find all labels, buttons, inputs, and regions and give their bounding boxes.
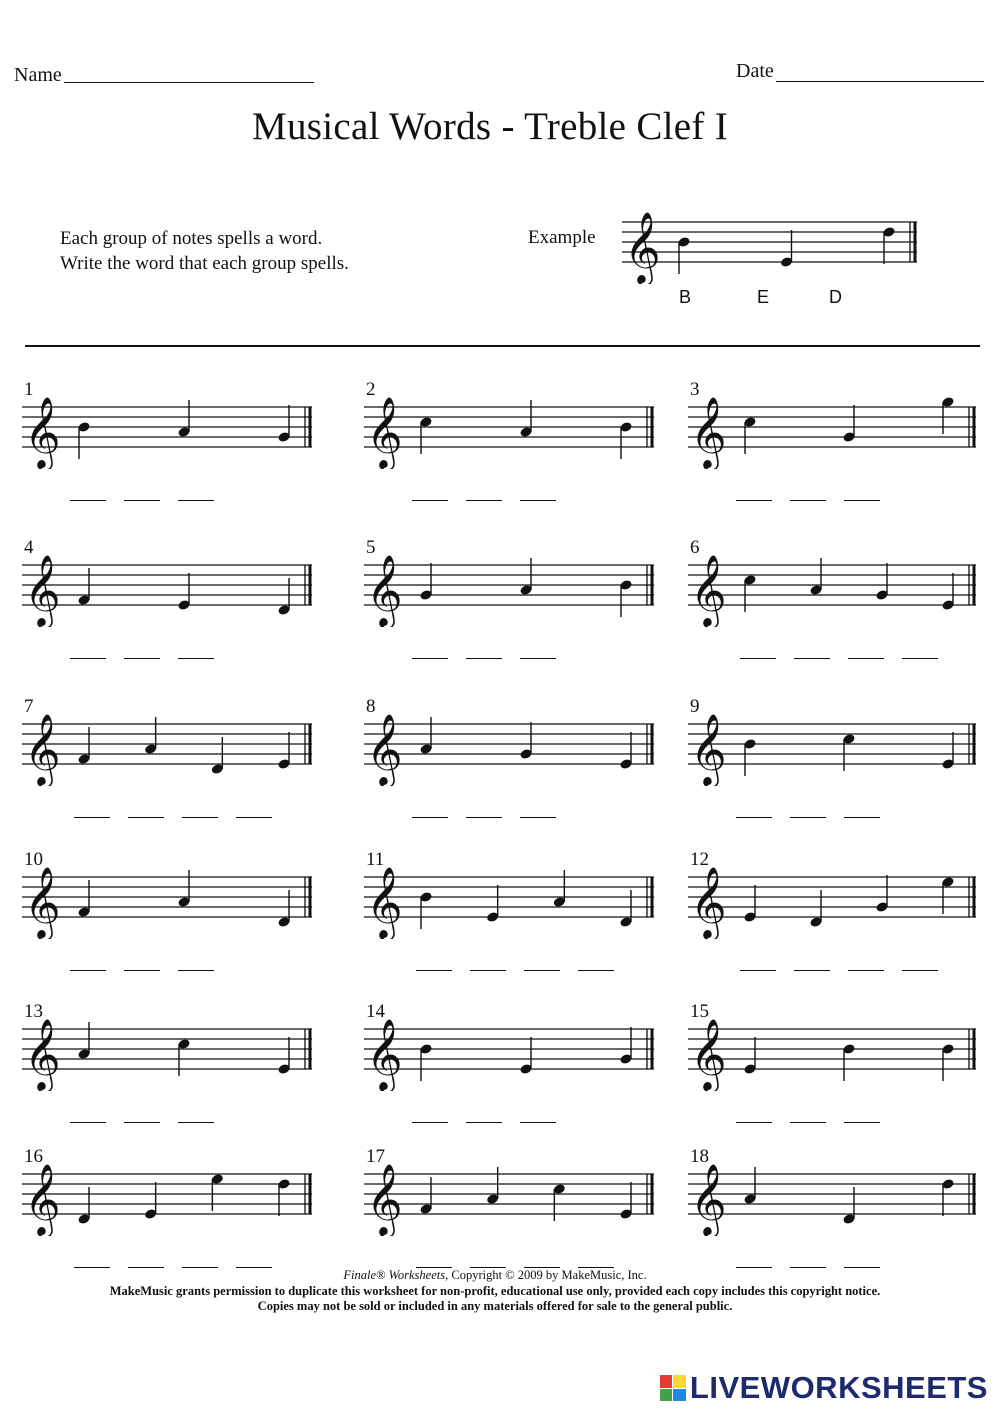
answer-blanks[interactable] bbox=[740, 658, 938, 659]
note-3 bbox=[553, 870, 567, 908]
answer-blank-2[interactable] bbox=[466, 1122, 502, 1123]
answer-blanks[interactable] bbox=[70, 1122, 214, 1123]
exercise-number: 16 bbox=[24, 1146, 43, 1167]
note-2 bbox=[809, 890, 823, 928]
treble-clef-icon: 𝄞 bbox=[690, 1162, 727, 1235]
note-3 bbox=[553, 1183, 567, 1221]
footer-product: Finale® Worksheets, bbox=[343, 1268, 449, 1282]
note-2 bbox=[177, 573, 191, 611]
exercise-number: 13 bbox=[24, 1001, 43, 1022]
answer-blank-4[interactable] bbox=[902, 970, 938, 971]
treble-clef-icon: 𝄞 bbox=[690, 395, 727, 468]
page-title: Musical Words - Treble Clef I bbox=[251, 105, 729, 148]
treble-clef-icon: 𝄞 bbox=[690, 712, 727, 785]
note-1 bbox=[743, 1037, 757, 1075]
answer-blank-4[interactable] bbox=[236, 817, 272, 818]
note-4 bbox=[619, 890, 633, 928]
note-1 bbox=[419, 891, 433, 929]
exercise-number: 15 bbox=[690, 1001, 709, 1022]
date-label: Date bbox=[736, 60, 774, 82]
answer-blank-2[interactable] bbox=[790, 1122, 826, 1123]
note-2 bbox=[177, 400, 191, 438]
exercise-staff bbox=[22, 859, 312, 939]
answer-blank-3[interactable] bbox=[182, 817, 218, 818]
name-field[interactable] bbox=[64, 82, 314, 83]
answer-blanks[interactable] bbox=[74, 817, 272, 818]
exercise-staff bbox=[22, 547, 312, 627]
answer-blank-3[interactable] bbox=[520, 500, 556, 501]
note-4 bbox=[619, 1182, 633, 1220]
exercise-number: 5 bbox=[366, 537, 376, 558]
exercise-staff bbox=[364, 1156, 654, 1236]
exercise-number: 4 bbox=[24, 537, 34, 558]
answer-blank-3[interactable] bbox=[178, 970, 214, 971]
exercise-staff bbox=[688, 706, 976, 786]
exercise-number: 1 bbox=[24, 379, 34, 400]
note-2 bbox=[519, 558, 533, 596]
note-4 bbox=[941, 876, 955, 914]
treble-clef-icon: 𝄞 bbox=[690, 865, 727, 938]
answer-blank-1[interactable] bbox=[740, 970, 776, 971]
exercise-staff bbox=[364, 1011, 654, 1091]
answer-blanks[interactable] bbox=[70, 658, 214, 659]
exercise-number: 12 bbox=[690, 849, 709, 870]
answer-blank-1[interactable] bbox=[736, 817, 772, 818]
answer-blank-3[interactable] bbox=[178, 658, 214, 659]
note-3 bbox=[619, 579, 633, 617]
exercise-number: 2 bbox=[366, 379, 376, 400]
exercise-number: 17 bbox=[366, 1146, 385, 1167]
exercise-staff bbox=[688, 1156, 976, 1236]
answer-blank-1[interactable] bbox=[70, 658, 106, 659]
answer-blanks[interactable] bbox=[412, 500, 556, 501]
treble-clef-icon: 𝄞 bbox=[366, 395, 403, 468]
answer-blank-1[interactable] bbox=[740, 658, 776, 659]
note-2 bbox=[519, 400, 533, 438]
note-3 bbox=[211, 737, 225, 775]
answer-blank-3[interactable] bbox=[848, 970, 884, 971]
answer-blank-1[interactable] bbox=[74, 817, 110, 818]
treble-clef-icon: 𝄞 bbox=[690, 1017, 727, 1090]
exercise-staff bbox=[22, 1011, 312, 1091]
treble-clef-icon: 𝄞 bbox=[624, 210, 661, 283]
note-1 bbox=[419, 1043, 433, 1081]
note-2 bbox=[519, 722, 533, 760]
footer-copyright: Copyright © 2009 by MakeMusic, Inc. bbox=[448, 1268, 647, 1282]
note-1 bbox=[743, 885, 757, 923]
exercise-staff bbox=[688, 1011, 976, 1091]
answer-blank-3[interactable] bbox=[178, 500, 214, 501]
treble-clef-icon: 𝄞 bbox=[690, 553, 727, 626]
exercise-number: 9 bbox=[690, 696, 700, 717]
answer-blank-4[interactable] bbox=[578, 970, 614, 971]
answer-blank-2[interactable] bbox=[794, 970, 830, 971]
answer-blank-2[interactable] bbox=[790, 500, 826, 501]
note-1 bbox=[677, 236, 691, 274]
name-label: Name bbox=[14, 64, 62, 86]
example-letter-2: E bbox=[757, 287, 770, 307]
note-2 bbox=[144, 1182, 158, 1220]
answer-blank-1[interactable] bbox=[412, 1122, 448, 1123]
example-staff bbox=[622, 204, 922, 284]
note-1 bbox=[419, 563, 433, 601]
answer-blanks[interactable] bbox=[416, 970, 614, 971]
note-2 bbox=[842, 733, 856, 771]
answer-blank-1[interactable] bbox=[70, 500, 106, 501]
exercise-staff bbox=[688, 389, 976, 469]
section-divider bbox=[25, 345, 980, 347]
treble-clef-icon: 𝄞 bbox=[24, 865, 61, 938]
note-1 bbox=[419, 717, 433, 755]
exercise-staff bbox=[364, 859, 654, 939]
exercise-number: 10 bbox=[24, 849, 43, 870]
note-3 bbox=[941, 732, 955, 770]
note-3 bbox=[277, 890, 291, 928]
exercise-number: 14 bbox=[366, 1001, 385, 1022]
treble-clef-icon: 𝄞 bbox=[24, 1162, 61, 1235]
answer-blanks[interactable] bbox=[736, 1122, 880, 1123]
answer-blank-1[interactable] bbox=[736, 500, 772, 501]
note-2 bbox=[177, 870, 191, 908]
answer-blank-3[interactable] bbox=[848, 658, 884, 659]
answer-blank-2[interactable] bbox=[124, 500, 160, 501]
treble-clef-icon: 𝄞 bbox=[366, 553, 403, 626]
note-3 bbox=[277, 578, 291, 616]
note-3 bbox=[875, 563, 889, 601]
brand-text: LIVEWORKSHEETS bbox=[689, 1370, 988, 1405]
answer-blank-3[interactable] bbox=[520, 658, 556, 659]
exercise-staff bbox=[688, 547, 976, 627]
note-3 bbox=[882, 226, 896, 264]
exercise-number: 7 bbox=[24, 696, 34, 717]
treble-clef-icon: 𝄞 bbox=[24, 553, 61, 626]
note-3 bbox=[941, 396, 955, 434]
answer-blank-4[interactable] bbox=[902, 658, 938, 659]
note-1 bbox=[77, 1022, 91, 1060]
note-4 bbox=[277, 1178, 291, 1216]
answer-blank-1[interactable] bbox=[736, 1122, 772, 1123]
answer-blanks[interactable] bbox=[736, 817, 880, 818]
answer-blank-2[interactable] bbox=[466, 658, 502, 659]
note-2 bbox=[486, 885, 500, 923]
note-3 bbox=[619, 1027, 633, 1065]
answer-blank-2[interactable] bbox=[124, 1122, 160, 1123]
note-3 bbox=[277, 1037, 291, 1075]
answer-blanks[interactable] bbox=[70, 500, 214, 501]
treble-clef-icon: 𝄞 bbox=[366, 1162, 403, 1235]
footer-permission: MakeMusic grants permission to duplicate this worksheet for non-profit, educational use only, provided each copy includes this copyright notice. bbox=[109, 1283, 881, 1298]
treble-clef-icon: 𝄞 bbox=[24, 1017, 61, 1090]
note-2 bbox=[842, 1187, 856, 1225]
note-1 bbox=[743, 1167, 757, 1205]
treble-clef-icon: 𝄞 bbox=[24, 712, 61, 785]
answer-blank-3[interactable] bbox=[844, 1122, 880, 1123]
answer-blank-2[interactable] bbox=[124, 970, 160, 971]
exercise-number: 8 bbox=[366, 696, 376, 717]
treble-clef-icon: 𝄞 bbox=[366, 865, 403, 938]
date-field[interactable] bbox=[776, 81, 984, 82]
note-1 bbox=[77, 568, 91, 606]
exercise-staff bbox=[364, 706, 654, 786]
treble-clef-icon: 𝄞 bbox=[24, 395, 61, 468]
exercise-staff bbox=[22, 1156, 312, 1236]
answer-blank-3[interactable] bbox=[520, 1122, 556, 1123]
note-2 bbox=[519, 1037, 533, 1075]
liveworksheets-logo-icon bbox=[660, 1375, 686, 1401]
liveworksheets-brand[interactable] bbox=[660, 1370, 988, 1406]
answer-blank-2[interactable] bbox=[128, 817, 164, 818]
exercise-number: 6 bbox=[690, 537, 700, 558]
instructions-line-2: Write the word that each group spells. bbox=[60, 253, 349, 274]
example-letter-3: D bbox=[829, 287, 842, 307]
note-2 bbox=[842, 405, 856, 443]
copyright-footer bbox=[0, 1268, 990, 1315]
answer-blank-1[interactable] bbox=[70, 970, 106, 971]
exercise-staff bbox=[22, 389, 312, 469]
answer-blank-2[interactable] bbox=[790, 817, 826, 818]
note-2 bbox=[144, 717, 158, 755]
note-1 bbox=[77, 727, 91, 765]
answer-blanks[interactable] bbox=[736, 500, 880, 501]
answer-blank-1[interactable] bbox=[412, 500, 448, 501]
note-1 bbox=[743, 574, 757, 612]
answer-blanks[interactable] bbox=[412, 658, 556, 659]
answer-blank-3[interactable] bbox=[844, 817, 880, 818]
answer-blank-1[interactable] bbox=[412, 817, 448, 818]
note-2 bbox=[486, 1167, 500, 1205]
note-2 bbox=[842, 1043, 856, 1081]
answer-blank-2[interactable] bbox=[470, 970, 506, 971]
exercise-staff bbox=[22, 706, 312, 786]
example-letter-1: B bbox=[679, 287, 692, 307]
instructions bbox=[60, 226, 349, 276]
answer-blank-2[interactable] bbox=[466, 817, 502, 818]
answer-blanks[interactable] bbox=[70, 970, 214, 971]
answer-blanks[interactable] bbox=[412, 817, 556, 818]
instructions-line-1: Each group of notes spells a word. bbox=[60, 228, 323, 249]
answer-blank-3[interactable] bbox=[844, 500, 880, 501]
answer-blank-3[interactable] bbox=[524, 970, 560, 971]
answer-blank-2[interactable] bbox=[124, 658, 160, 659]
answer-blank-1[interactable] bbox=[70, 1122, 106, 1123]
answer-blank-1[interactable] bbox=[416, 970, 452, 971]
note-1 bbox=[77, 880, 91, 918]
exercise-staff bbox=[364, 547, 654, 627]
note-1 bbox=[77, 421, 91, 459]
answer-blanks[interactable] bbox=[740, 970, 938, 971]
note-1 bbox=[419, 416, 433, 454]
note-3 bbox=[941, 1178, 955, 1216]
treble-clef-icon: 𝄞 bbox=[366, 712, 403, 785]
note-3 bbox=[941, 1043, 955, 1081]
answer-blank-3[interactable] bbox=[520, 817, 556, 818]
note-2 bbox=[809, 558, 823, 596]
note-3 bbox=[211, 1173, 225, 1211]
exercise-staff bbox=[688, 859, 976, 939]
exercise-staff bbox=[364, 389, 654, 469]
note-3 bbox=[619, 732, 633, 770]
note-1 bbox=[419, 1177, 433, 1215]
note-3 bbox=[619, 421, 633, 459]
note-1 bbox=[77, 1187, 91, 1225]
answer-blank-3[interactable] bbox=[178, 1122, 214, 1123]
exercise-number: 3 bbox=[690, 379, 700, 400]
footer-restriction: Copies may not be sold or included in any materials offered for sale to the general public. bbox=[257, 1299, 733, 1313]
note-1 bbox=[743, 416, 757, 454]
note-2 bbox=[780, 230, 794, 268]
treble-clef-icon: 𝄞 bbox=[366, 1017, 403, 1090]
answer-blank-1[interactable] bbox=[412, 658, 448, 659]
note-1 bbox=[743, 738, 757, 776]
answer-blank-2[interactable] bbox=[794, 658, 830, 659]
exercise-number: 18 bbox=[690, 1146, 709, 1167]
note-3 bbox=[277, 405, 291, 443]
answer-blanks[interactable] bbox=[412, 1122, 556, 1123]
note-4 bbox=[941, 573, 955, 611]
example-label: Example bbox=[528, 227, 596, 248]
exercise-number: 11 bbox=[366, 849, 385, 870]
answer-blank-2[interactable] bbox=[466, 500, 502, 501]
note-3 bbox=[875, 875, 889, 913]
note-4 bbox=[277, 732, 291, 770]
note-2 bbox=[177, 1038, 191, 1076]
